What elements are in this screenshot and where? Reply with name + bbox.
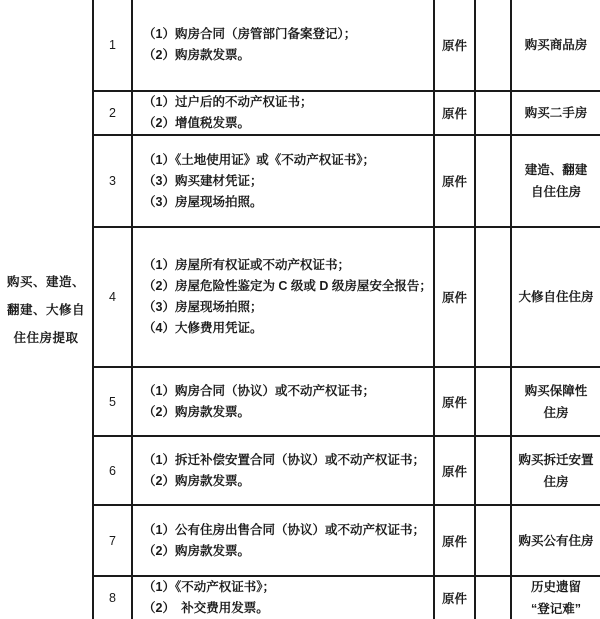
row-number-cell: 6 — [94, 437, 133, 504]
materials-cell — [133, 368, 435, 435]
housing-type-lines — [518, 449, 593, 493]
original-required-cell: 原件 — [435, 0, 476, 90]
materials-lines — [143, 150, 375, 213]
housing-type-cell — [512, 228, 600, 366]
housing-type-cell — [512, 136, 600, 226]
original-required-cell: 原件 — [435, 92, 476, 134]
materials-cell — [133, 92, 435, 134]
row-number-cell: 4 — [94, 228, 133, 366]
materials-lines — [143, 450, 425, 492]
row-number-cell: 5 — [94, 368, 133, 435]
table-row — [94, 506, 600, 577]
table-row — [94, 437, 600, 506]
row-number-cell: 3 — [94, 136, 133, 226]
materials-lines — [143, 381, 375, 423]
table-row — [94, 0, 600, 92]
housing-type-line: 购买商品房 — [524, 38, 588, 52]
original-required-cell: 原件 — [435, 228, 476, 366]
material-line: （1）《不动产权证书》； — [143, 580, 275, 594]
material-line: （1）过户后的不动产权证书； — [143, 95, 313, 109]
material-line: （2）购房款发票。 — [143, 404, 250, 419]
group-label-line: 住住房提取 — [13, 330, 79, 345]
spacer-cell — [476, 92, 512, 134]
materials-lines — [143, 24, 356, 66]
materials-cell — [133, 228, 435, 366]
housing-type-line: 购买二手房 — [524, 106, 588, 120]
row-number-cell: 8 — [94, 577, 133, 619]
housing-type-line: 购买公有住房 — [518, 533, 594, 548]
material-line: （2）购房款发票。 — [143, 543, 250, 558]
housing-type-lines — [525, 102, 588, 124]
table-row — [94, 228, 600, 368]
housing-type-cell — [512, 368, 600, 435]
material-line: （3）购买建材凭证； — [143, 173, 263, 188]
group-label-line: 购买、建造、 — [6, 274, 85, 289]
row-number-cell: 2 — [94, 92, 133, 134]
housing-type-cell — [512, 577, 600, 619]
spacer-cell — [476, 368, 512, 435]
materials-cell — [133, 136, 435, 226]
material-line: （2）增值税发票。 — [143, 116, 250, 130]
materials-lines — [143, 255, 432, 339]
table-body — [92, 0, 600, 619]
table-row — [94, 368, 600, 437]
housing-type-cell — [512, 437, 600, 504]
housing-type-line: 住房 — [543, 474, 569, 489]
row-group-label — [0, 0, 92, 619]
housing-type-lines — [525, 380, 588, 424]
original-required-cell: 原件 — [435, 368, 476, 435]
material-line: （1）公有住房出售合同（协议）或不动产权证书； — [143, 522, 425, 537]
housing-type-lines — [525, 159, 588, 203]
housing-type-lines — [518, 530, 593, 552]
original-required-cell: 原件 — [435, 136, 476, 226]
housing-type-line: 历史遗留 — [530, 580, 581, 594]
spacer-cell — [476, 506, 512, 575]
row-number-cell: 1 — [94, 0, 133, 90]
housing-type-cell — [512, 0, 600, 90]
material-line: （3）房屋现场拍照。 — [143, 194, 263, 209]
housing-type-line: 住房 — [543, 405, 569, 420]
original-required-cell: 原件 — [435, 437, 476, 504]
housing-type-line: 购买保障性 — [524, 383, 588, 398]
material-line: （1）购房合同（协议）或不动产权证书； — [143, 383, 375, 398]
material-line: （1）《土地使用证》或《不动产权证书》； — [143, 152, 375, 167]
material-line: （2） 补交费用发票。 — [143, 601, 269, 615]
original-required-cell: 原件 — [435, 506, 476, 575]
spacer-cell — [476, 577, 512, 619]
material-line: （2）房屋危险性鉴定为 C 级或 D 级房屋安全报告； — [143, 279, 432, 293]
materials-lines — [143, 92, 312, 134]
housing-type-lines — [518, 286, 593, 308]
housing-type-cell — [512, 506, 600, 575]
material-line: （4）大修费用凭证。 — [143, 321, 263, 335]
material-line: （1）房屋所有权证或不动产权证书； — [143, 258, 350, 272]
materials-cell — [133, 506, 435, 575]
materials-lines — [143, 577, 275, 619]
housing-type-lines — [525, 34, 588, 56]
table-row — [94, 577, 600, 619]
spacer-cell — [476, 136, 512, 226]
housing-type-line: 购买拆迁安置 — [518, 452, 594, 467]
materials-cell — [133, 577, 435, 619]
material-line: （1）拆迁补偿安置合同（协议）或不动产权证书； — [143, 452, 425, 467]
materials-cell — [133, 0, 435, 90]
materials-cell — [133, 437, 435, 504]
spacer-cell — [476, 0, 512, 90]
housing-type-line: “登记难” — [530, 602, 581, 616]
materials-lines — [143, 520, 425, 562]
housing-type-line: 建造、翻建 — [524, 163, 588, 177]
row-number-cell: 7 — [94, 506, 133, 575]
table-row — [94, 92, 600, 136]
housing-type-lines — [531, 577, 581, 619]
housing-type-cell — [512, 92, 600, 134]
group-label-line: 翻建、大修自 — [6, 302, 85, 317]
material-line: （2）购房款发票。 — [143, 48, 250, 62]
original-required-cell: 原件 — [435, 577, 476, 619]
table-row — [94, 136, 600, 228]
spacer-cell — [476, 228, 512, 366]
housing-type-line: 大修自住住房 — [518, 290, 594, 304]
material-line: （2）购房款发票。 — [143, 473, 250, 488]
housing-type-line: 自住住房 — [530, 185, 581, 199]
material-line: （3）房屋现场拍照； — [143, 300, 263, 314]
material-line: （1）购房合同（房管部门备案登记）； — [143, 27, 357, 41]
spacer-cell — [476, 437, 512, 504]
